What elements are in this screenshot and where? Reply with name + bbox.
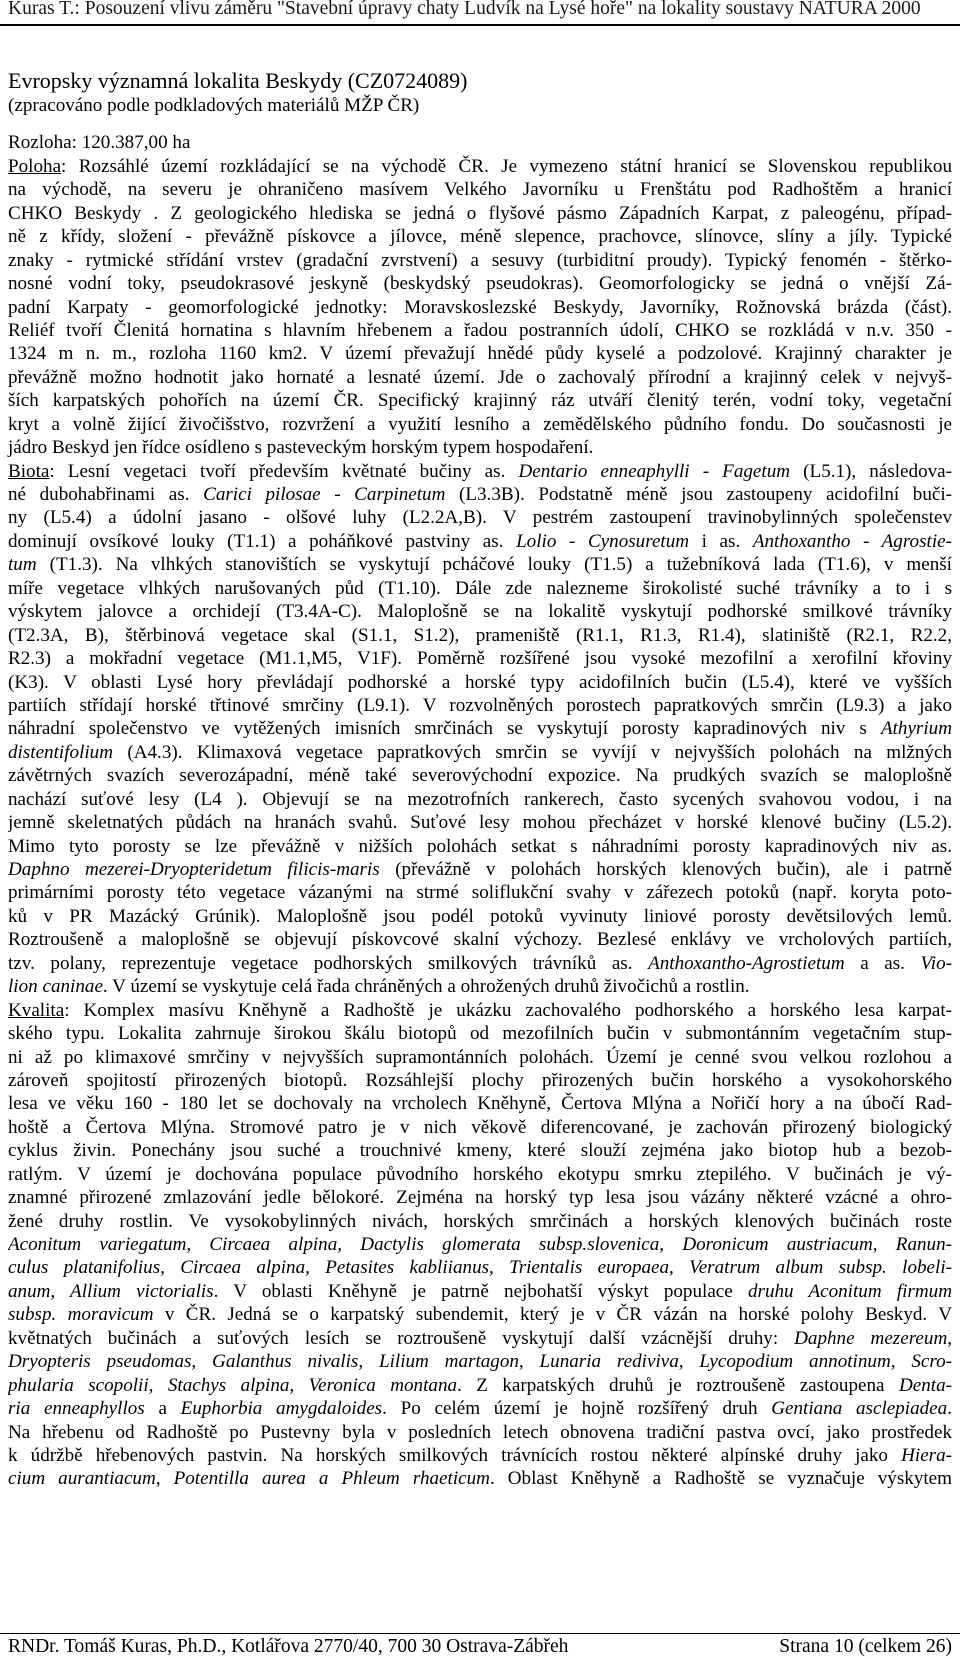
text-line: (T2.3A, B), štěrbinová vegetace skal (S1.1, S1.2), prameniště (R1.1, R1.3, R1.4), slatiniště (R2.1, R2.2, — [8, 624, 952, 646]
text-line: distentifolium (A4.3). Klimaxová vegetace papratkových smrčin se vyvíjí v nejvyšších polohách na mlžných — [8, 741, 952, 763]
text-line: ria enneaphyllos a Euphorbia amygdaloides. Po celém území je hojně rozšířený druh Gentiana asclepiadea. — [8, 1398, 952, 1420]
area-line: Rozloha: 120.387,00 ha — [8, 132, 191, 154]
text-line: Na hřebenu od Radhoště po Pustevny byla v posledních letech obnovena tradiční pastva ovcí, jako prostředek — [8, 1421, 952, 1443]
footer-author: RNDr. Tomáš Kuras, Ph.D., Kotlářova 2770/40, 700 30 Ostrava-Zábřeh — [8, 1636, 569, 1657]
text-line: phularia scopolii, Stachys alpina, Veronica montana. Z karpatských druhů je roztroušeně zastoupena Denta- — [8, 1374, 952, 1396]
text-line: ně z křídy, složení - převážně pískovce a jílovce, méně slepence, prachovce, slínovce, slíny a jíly. Typické — [8, 226, 952, 248]
text-line: CHKO Beskydy . Z geologického hlediska se jedná o flyšové pásmo Západních Karpat, z paleogénu, případ- — [8, 202, 952, 224]
text-line: primárními porosty této vegetace vázanými na strmé soliflukční svahy v zářezech potoků (např. koryta poto- — [8, 882, 952, 904]
text-line: květnatých bučinách a suťových lesích se roztroušeně vyskytují další vzácnější druhy: Daphne mezereum, — [8, 1327, 952, 1349]
text-line: žené druhy rostlin. Ve vysokobylinných nivách, horských smrčinách a horských klenových bučinách roste — [8, 1210, 952, 1232]
text-line: né dubohabřinami as. Carici pilosae - Carpinetum (L3.3B). Podstatně méně jsou zastoupeny acidofilní buči- — [8, 484, 952, 505]
text-line: anum, Allium victorialis. V oblasti Kněhyně je patrně nejbohatší výskyt populace druhu Aconitum firmum — [8, 1280, 952, 1302]
text-line: zároveň spojitostí přirozených biotopů. Rozsáhlejší plochy přirozených bučin horského a vysokohorského — [8, 1069, 952, 1091]
text-line: náhradní společenstvo ve vytěžených imisních smrčinách se vyskytují porosty kapradinových niv s Athyrium — [8, 718, 952, 740]
text-line: ského typu. Lokalita zahrnuje širokou škálu biotopů od mezofilních bučin v submontánním vegetačním stup- — [8, 1023, 952, 1045]
document-title: Evropsky významná lokalita Beskydy (CZ0724089) — [8, 68, 468, 93]
text-line: jádro Beskyd jen řídce osídleno s pasteveckým horským typem hospodaření. — [8, 437, 594, 459]
text-line: míře vegetace vlhkých narušovaných půd (T1.10). Dále zde nalezneme širokolisté suché trávníky a to i s — [8, 577, 952, 599]
text-line: na východě, na severu je ohraničeno masívem Velkého Javorníku u Frenštátu pod Radhoštěm a hranicí — [8, 179, 952, 201]
text-line: lesa ve věku 160 - 180 let se dochovaly na vrcholech Kněhyně, Čertova Mlýna a Nořičí hory a na úbočí Rad- — [8, 1093, 952, 1115]
text-line: 1324 m n. m., rozloha 1160 km2. V území převažují hnědé půdy kyselé a podzolové. Krajinný charakter je — [8, 343, 952, 365]
text-line: tzv. polany, reprezentuje vegetace podhorských smilkových trávníků as. Anthoxantho-Agrostietum a as. Vio- — [8, 952, 952, 974]
body-text — [8, 155, 952, 1491]
text-line: Poloha: Rozsáhlé území rozkládající se na východě ČR. Je vymezeno státní hranicí se Slovenskou republikou — [8, 155, 952, 177]
document-body — [8, 67, 952, 1491]
text-line: hoště a Čertova Mlýna. Stromové patro je v nich věkově diferencované, je zachován přirozený biologický — [8, 1116, 952, 1138]
text-line: Kvalita: Komplex masívu Kněhyně a Radhoště je ukázku zachovalého podhorského a horského lesa karpat- — [8, 999, 952, 1021]
text-line: Aconitum variegatum, Circaea alpina, Dactylis glomerata subsp.slovenica, Doronicum austriacum, Ranun- — [8, 1234, 952, 1255]
text-line: (K3). V oblasti Lysé hory převládají podhorské a horské typy acidofilních bučin (L5.4), které ve vyšších — [8, 671, 952, 693]
footer-divider — [0, 1633, 960, 1634]
text-line: nachází suťové lesy (L4 ). Objevují se na mezotrofních rankerech, často sycených svahovou vodou, i na — [8, 788, 952, 810]
text-line: ni až po klimaxové smrčiny v nejvyšších supramontánních polohách. Území je cenné svou velkou rozlohou a — [8, 1046, 952, 1068]
text-line: tum (T1.3). Na vlhkých stanovištích se vyskytují pcháčové louky (T1.5) a tužebníková lada (T1.6), v menší — [8, 554, 952, 576]
text-line: ny (L5.4) a údolní jasano - olšové luhy (L2.2A,B). V pestrém zastoupení travinobylinných společenstev — [8, 507, 952, 529]
header-divider — [0, 24, 960, 26]
text-line: lion caninae. V území se vyskytuje celá řada chráněných a ohrožených druhů živočichů a rostlin. — [8, 976, 750, 998]
text-line: závětrných svazích severozápadní, méně také severovýchodní expozice. Na prudkých svazích se maloplošně — [8, 765, 952, 787]
text-line: cium aurantiacum, Potentilla aurea a Phleum rhaeticum. Oblast Kněhyně a Radhoště se vyznačuje výskytem — [8, 1468, 952, 1490]
text-line: R2.3) a mokřadní vegetace (M1.1,M5, V1F). Poměrně rozšířené jsou vysoké mezofilní a xerofilní křoviny — [8, 648, 952, 670]
text-line: padní Karpaty - geomorfologické jednotky: Moravskoslezské Beskydy, Javorníky, Rožnovská brázda (část). — [8, 296, 952, 318]
text-line: ratlým. V území je dochována populace původního horského ekotypu smrku ztepilého. V bučinách je vý- — [8, 1163, 952, 1185]
text-line: ších karpatských pohořích na území ČR. Specifický krajinný ráz utváří členitý terén, vodní toky, vegetační — [8, 390, 952, 412]
page-footer — [8, 1636, 952, 1658]
text-line: culus platanifolius, Circaea alpina, Petasites kabliianus, Trientalis europaea, Veratrum album subsp. lobeli- — [8, 1257, 952, 1279]
text-line: cyklus živin. Ponechány jsou suché a trouchnivé kmeny, které slouží zejména jako biotop hub a bezob- — [8, 1140, 952, 1162]
text-line: Mimo tyto porosty se lze převážně v nižších polohách setkat s náhradními porosty kapradinových niv as. — [8, 835, 952, 857]
page-header: Kuras T.: Posouzení vlivu záměru "Stavební úpravy chaty Ludvík na Lysé hoře" na lokality soustavy NATURA 2000 — [8, 0, 921, 19]
spacer — [8, 117, 952, 131]
text-line: k údržbě hřebenových pastvin. Na horských smilkových trávnících rostou některé alpínské druhy jako Hiera- — [8, 1444, 952, 1466]
text-line: jemně skeletnatých půdách na hranách svahů. Suťové lesy mohou přecházet v horské klenové bučiny (L5.2). — [8, 812, 952, 834]
text-line: Daphno mezerei-Dryopteridetum filicis-maris (převážně v polohách horských klenových bučin), ale i patrně — [8, 859, 952, 880]
text-line: znaky - rytmické střídání vrstev (gradační zvrstvení) a sesuvy (turbiditní proudy). Typický fenomén - štěrko- — [8, 249, 952, 271]
text-line: kryt a volně žijící živočišstvo, rozvržení a využití lesního a zemědělského půdního fondu. Do současnosti je — [8, 413, 952, 435]
text-line: ků v PR Mazácký Grúnik). Maloplošně jsou podél potoků vyvinuty liniové porosty devětsilových lemů. — [8, 905, 952, 927]
text-line: nosné vodní toky, pseudokrasové jeskyně (beskydský pseudokras). Geomorfologicky se jedná o vnější Zá- — [8, 273, 952, 295]
document-subtitle: (zpracováno podle podkladových materiálů MŽP ČR) — [8, 95, 420, 116]
text-line: výskytem jalovce a orchidejí (T3.4A-C). Maloplošně se na lokalitě vyskytují podhorské smilkové trávníky — [8, 601, 952, 623]
text-line: Reliéf tvoří Členitá hornatina s hlavním hřebenem a řadou postranních údolí, CHKO se rozkládá v n.v. 350 - — [8, 319, 952, 341]
text-line: dominují ovsíkové louky (T1.1) a poháňkové pastviny as. Lolio - Cynosuretum i as. Anthoxantho - Agrostie- — [8, 530, 952, 552]
text-line: Biota: Lesní vegetaci tvoří především květnaté bučiny as. Dentario enneaphylli - Fagetum (L5.1), následova- — [8, 460, 952, 482]
text-line: partiích střídají horské třtinové smrčiny (L9.1). V rozvolněných porostech papratkových smrčin (L9.3) a jako — [8, 694, 952, 716]
text-line: převážně možno hodnotit jako hornaté a lesnaté území. Jde o zachovalý přírodní a krajinný celek v nejvyš- — [8, 366, 952, 388]
text-line: subsp. moravicum v ČR. Jedná se o karpatský subendemit, který je v ČR vázán na horské polohy Beskyd. V — [8, 1304, 952, 1326]
text-line: Dryopteris pseudomas, Galanthus nivalis, Lilium martagon, Lunaria rediviva, Lycopodium annotinum, Scro- — [8, 1351, 952, 1373]
text-line: Roztroušeně a maloplošně se objevují pískovcové skalní výchozy. Bezlesé enklávy ve vrcholových partiích, — [8, 929, 952, 951]
footer-page-number: Strana 10 (celkem 26) — [779, 1636, 952, 1657]
text-line: znamné přirozené zmlazování jedle bělokoré. Zejména na horský typ lesa jsou vázány některé vzácné a ohro- — [8, 1187, 952, 1209]
